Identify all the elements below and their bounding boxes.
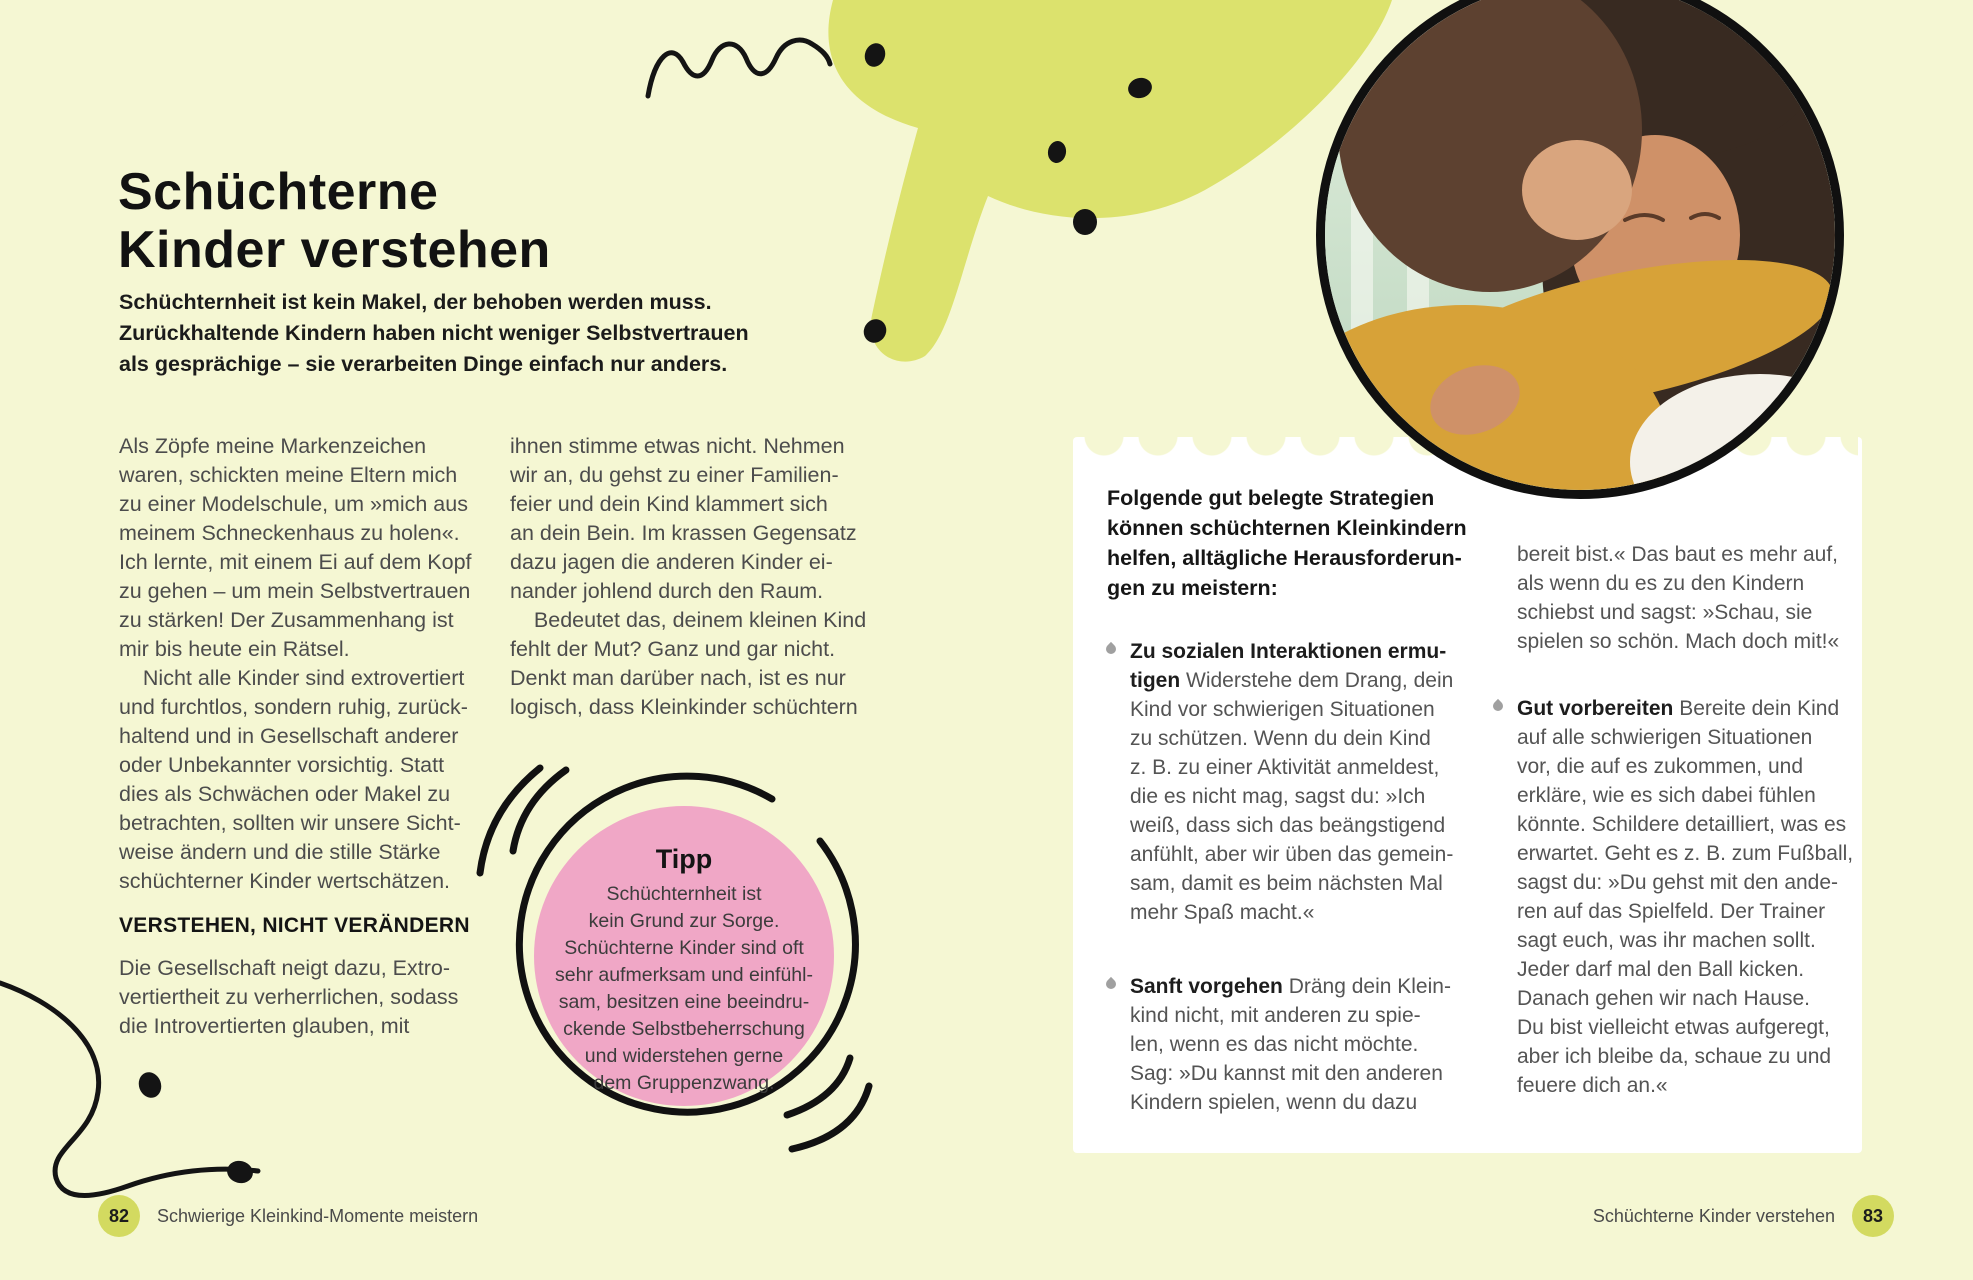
- page-number-badge: 83: [1852, 1195, 1894, 1237]
- child-face: [1522, 140, 1632, 240]
- green-blob: [828, 0, 1392, 362]
- paragraph: Als Zöpfe meine Markenzeichen waren, schickten meine Eltern mich zu einer Modelschule, um »mich aus meinem Schneckenhaus zu holen«. Ich lernte, mit einem Ei auf dem Kopf zu gehen – um mein Selbstvertrauen zu stärken! Der Zusammenhang ist mir bis heute ein Rätsel. Nicht alle Kinder sind extrovertiert und furchtlos, sondern ruhig, zurück- haltend und in Gesellschaft anderer oder Unbekannter vorsichtig. Statt dies als Schwächen oder Makel zu betrachten, sollten wir unsere Sicht- weise ändern und die stille Stärke schüchterner Kinder wertschätzen.: [119, 434, 472, 893]
- strategies-column-1: [1130, 637, 1520, 1117]
- photo-mother-child: [1316, 0, 1844, 499]
- bullet-text: Sanft vorgehen Dräng dein Klein- kind nicht, mit anderen zu spie- len, wenn es das nicht möchte. Sag: »Du kannst mit den anderen Kindern spielen, wenn du dazu: [1130, 975, 1451, 1114]
- strategy-bullet: [1517, 694, 1869, 1100]
- footer-label: Schüchterne Kinder verstehen: [1592, 1205, 1835, 1226]
- strategies-box: [1073, 437, 1862, 1153]
- tip-circle: [534, 806, 834, 1106]
- paragraph: Die Gesellschaft neigt dazu, Extro- vertiertheit zu verherrlichen, sodass die Introvertierten glauben, mit: [119, 956, 459, 1038]
- page-title: Schüchterne Kinder verstehen: [118, 162, 551, 279]
- drop-bullet-icon: [1104, 977, 1118, 991]
- bullet-continuation-text: bereit bist.« Das baut es mehr auf, als wenn du es zu den Kindern schiebst und sagst: »Schau, sie spielen so schön. Mach doch mit!«: [1517, 543, 1840, 653]
- strategies-column-2: [1517, 540, 1869, 1100]
- tip-callout: [420, 700, 960, 1200]
- footer-right: [1538, 1195, 1894, 1237]
- intro-paragraph: Schüchternheit ist kein Makel, der behoben werden muss. Zurückhaltende Kindern haben nicht weniger Selbstvertrauen als gesprächige – sie verarbeiten Dinge einfach nur anders.: [119, 290, 749, 376]
- bullet-text: Zu sozialen Interaktionen ermu- tigen Widerstehe dem Drang, dein Kind vor schwierigen Situationen zu schützen. Wenn du dein Kind z. B. zu einer Aktivität anmeldest, die es nicht mag, sagst du: »Ich weiß, dass sich das beängstigend anfühlt, aber wir üben das gemein- sam, damit es beim nächsten Mal mehr Spaß macht.«: [1130, 640, 1454, 924]
- photo-illustration: [1325, 0, 1835, 490]
- footer-left: [98, 1195, 478, 1237]
- tip-text: Schüchternheit ist kein Grund zur Sorge. Schüchterne Kinder sind oft sehr aufmerksam und einfühl- sam, besitzen eine beeindru- ckende Selbstbeherrschung und widerstehen gerne dem Gruppenzwang.: [555, 883, 813, 1094]
- bullet-text: Gut vorbereiten Bereite dein Kind auf alle schwierigen Situationen vor, die auf es zukommen, und erkläre, wie es sich dabei fühlen könnte. Schildere detailliert, was es erwartet. Geht es z. B. zum Fußball, sagst du: »Du gehst mit den ande- ren auf das Spielfeld. Der Trainer sagt euch, was ihr machen sollt. Jeder darf mal den Ball kicken. Danach gehen wir nach Hause. Du bist vielleicht etwas aufgeregt, aber ich bleibe da, schaue zu und feuere dich an.«: [1517, 697, 1854, 1097]
- body-column-2: ihnen stimme etwas nicht. Nehmen wir an, du gehst zu einer Familien- feier und dein Kind klammert sich an dein Bein. Im krassen Gegensatz dazu jagen die anderen Kinder ei- nander johlend durch den Raum. Bedeutet das, deinem kleinen Kind fehlt der Mut? Ganz und gar nicht. Denkt man darüber nach, ist es nur logisch, dass Kleinkinder schüchtern: [510, 434, 867, 719]
- section-heading: VERSTEHEN, NICHT VERÄNDERN: [119, 914, 470, 937]
- footer-label: Schwierige Kleinkind-Momente meistern: [157, 1205, 479, 1226]
- squiggle-doodle-top: [648, 40, 830, 96]
- strategy-bullet: [1130, 972, 1520, 1117]
- page-number-badge: 82: [98, 1195, 140, 1237]
- tip-title: Tipp: [655, 844, 713, 874]
- strategies-heading: Folgende gut belegte Strategien können schüchternen Kleinkindern helfen, alltägliche Herausforderun- gen zu meistern:: [1107, 486, 1467, 600]
- strategy-bullet: [1130, 637, 1520, 927]
- drop-bullet-icon: [1104, 642, 1118, 656]
